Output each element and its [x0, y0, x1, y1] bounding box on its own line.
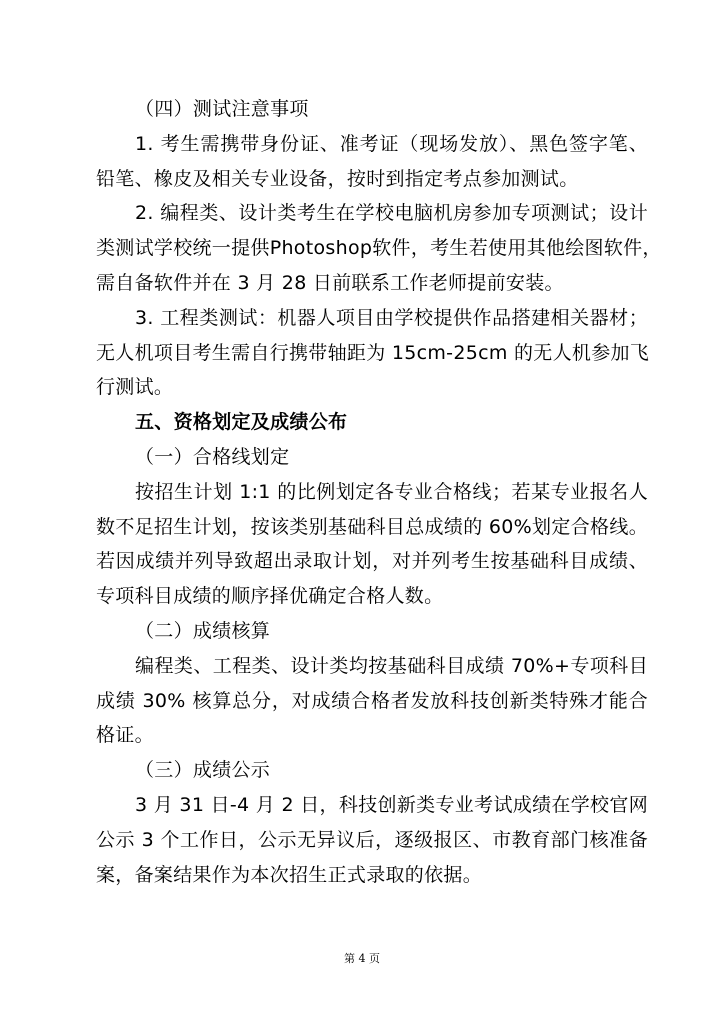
paragraph-line: 格证。	[96, 724, 154, 747]
subsection-heading: （四）测试注意事项	[135, 98, 309, 120]
paragraph-line: 类测试学校统一提供Photoshop软件，考生若使用其他绘图软件，	[96, 237, 662, 260]
section-heading: 五、资格划定及成绩公布	[135, 411, 348, 434]
paragraph-line: 3. 工程类测试：机器人项目由学校提供作品搭建相关器材；	[135, 306, 648, 329]
paragraph-line: 数不足招生计划，按该类别基础科目总成绩的 60%划定合格线。	[96, 515, 648, 538]
paragraph-line: 2. 编程类、设计类考生在学校电脑机房参加专项测试；设计	[135, 202, 648, 225]
paragraph-line: 3 月 31 日-4 月 2 日，科技创新类专业考试成绩在学校官网	[135, 793, 648, 816]
subsection-heading: （一）合格线划定	[135, 445, 290, 468]
paragraph-line: 成绩 30% 核算总分，对成绩合格者发放科技创新类特殊才能合	[96, 689, 648, 712]
paragraph-line: 行测试。	[96, 376, 174, 399]
paragraph-line: 无人机项目考生需自行携带轴距为 15cm-25cm 的无人机参加飞	[96, 341, 650, 364]
paragraph-line: 专项科目成绩的顺序择优确定合格人数。	[96, 585, 444, 608]
paragraph-line: 若因成绩并列导致超出录取计划，对并列考生按基础科目成绩、	[96, 550, 648, 573]
paragraph-line: 编程类、工程类、设计类均按基础科目成绩 70%+专项科目	[135, 654, 648, 677]
subsection-heading: （二）成绩核算	[135, 619, 271, 642]
subsection-heading: （三）成绩公示	[135, 759, 271, 782]
paragraph-line: 公示 3 个工作日，公示无异议后，逐级报区、市教育部门核准备	[96, 828, 648, 851]
document-body	[96, 92, 662, 892]
paragraph-line: 铅笔、橡皮及相关专业设备，按时到指定考点参加测试。	[96, 167, 579, 190]
paragraph-line: 案，备案结果作为本次招生正式录取的依据。	[96, 863, 483, 886]
paragraph-line: 1. 考生需携带身份证、准考证（现场发放）、黑色签字笔、	[135, 132, 648, 155]
paragraph-line: 需自备软件并在 3 月 28 日前联系工作老师提前安装。	[96, 271, 564, 294]
page-number: 第 4 页	[344, 952, 380, 965]
paragraph-line: 按招生计划 1:1 的比例划定各专业合格线；若某专业报名人	[135, 480, 648, 503]
